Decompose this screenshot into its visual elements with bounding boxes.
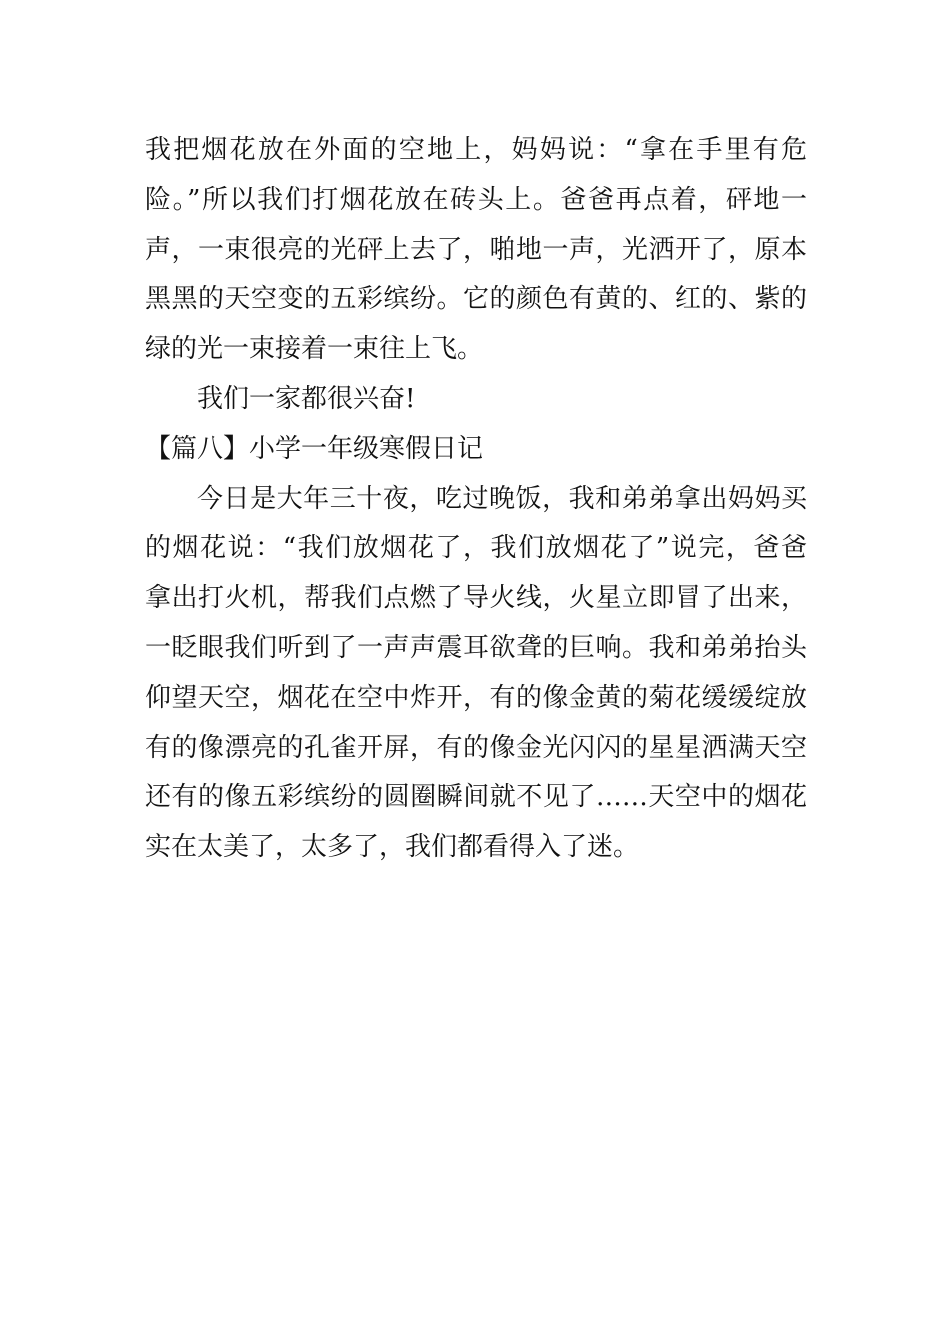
paragraph-3-line-2: 的烟花说：“我们放烟花了，我们放烟花了”说完，爸爸 bbox=[145, 533, 807, 564]
paragraph-1-line-4: 黑黑的天空变的五彩缤纷。它的颜色有黄的、红的、紫的 bbox=[145, 284, 807, 315]
paragraph-1-line-5: 绿的光一束接着一束往上飞。 bbox=[145, 334, 484, 365]
section-heading bbox=[145, 425, 807, 475]
paragraph-3 bbox=[145, 475, 807, 873]
section-heading-text: 【篇八】小学一年级寒假日记 bbox=[145, 433, 484, 464]
text-body bbox=[145, 126, 807, 873]
paragraph-3-line-7: 还有的像五彩缤纷的圆圈瞬间就不见了……天空中的烟花 bbox=[145, 782, 807, 813]
paragraph-3-line-8: 实在太美了，太多了，我们都看得入了迷。 bbox=[145, 832, 640, 863]
paragraph-3-line-5: 仰望天空，烟花在空中炸开，有的像金黄的菊花缓缓绽放 bbox=[145, 682, 807, 713]
paragraph-1 bbox=[145, 126, 807, 375]
paragraph-3-line-4: 一眨眼我们听到了一声声震耳欲聋的巨响。我和弟弟抬头 bbox=[145, 632, 807, 663]
paragraph-1-line-2: 险。”所以我们打烟花放在砖头上。爸爸再点着，砰地一 bbox=[145, 184, 807, 215]
paragraph-1-line-1: 我把烟花放在外面的空地上，妈妈说：“拿在手里有危 bbox=[145, 135, 807, 165]
paragraph-2-text: 我们一家都很兴奋! bbox=[197, 383, 416, 414]
paragraph-3-line-3: 拿出打火机，帮我们点燃了导火线，火星立即冒了出来， bbox=[145, 583, 807, 614]
paragraph-1-line-3: 声，一束很亮的光砰上去了，啪地一声，光洒开了，原本 bbox=[145, 234, 807, 265]
paragraph-3-line-1: 今日是大年三十夜，吃过晚饭，我和弟弟拿出妈妈买 bbox=[197, 483, 807, 514]
paragraph-3-line-6: 有的像漂亮的孔雀开屏，有的像金光闪闪的星星洒满天空 bbox=[145, 732, 807, 763]
paragraph-2 bbox=[145, 375, 807, 425]
